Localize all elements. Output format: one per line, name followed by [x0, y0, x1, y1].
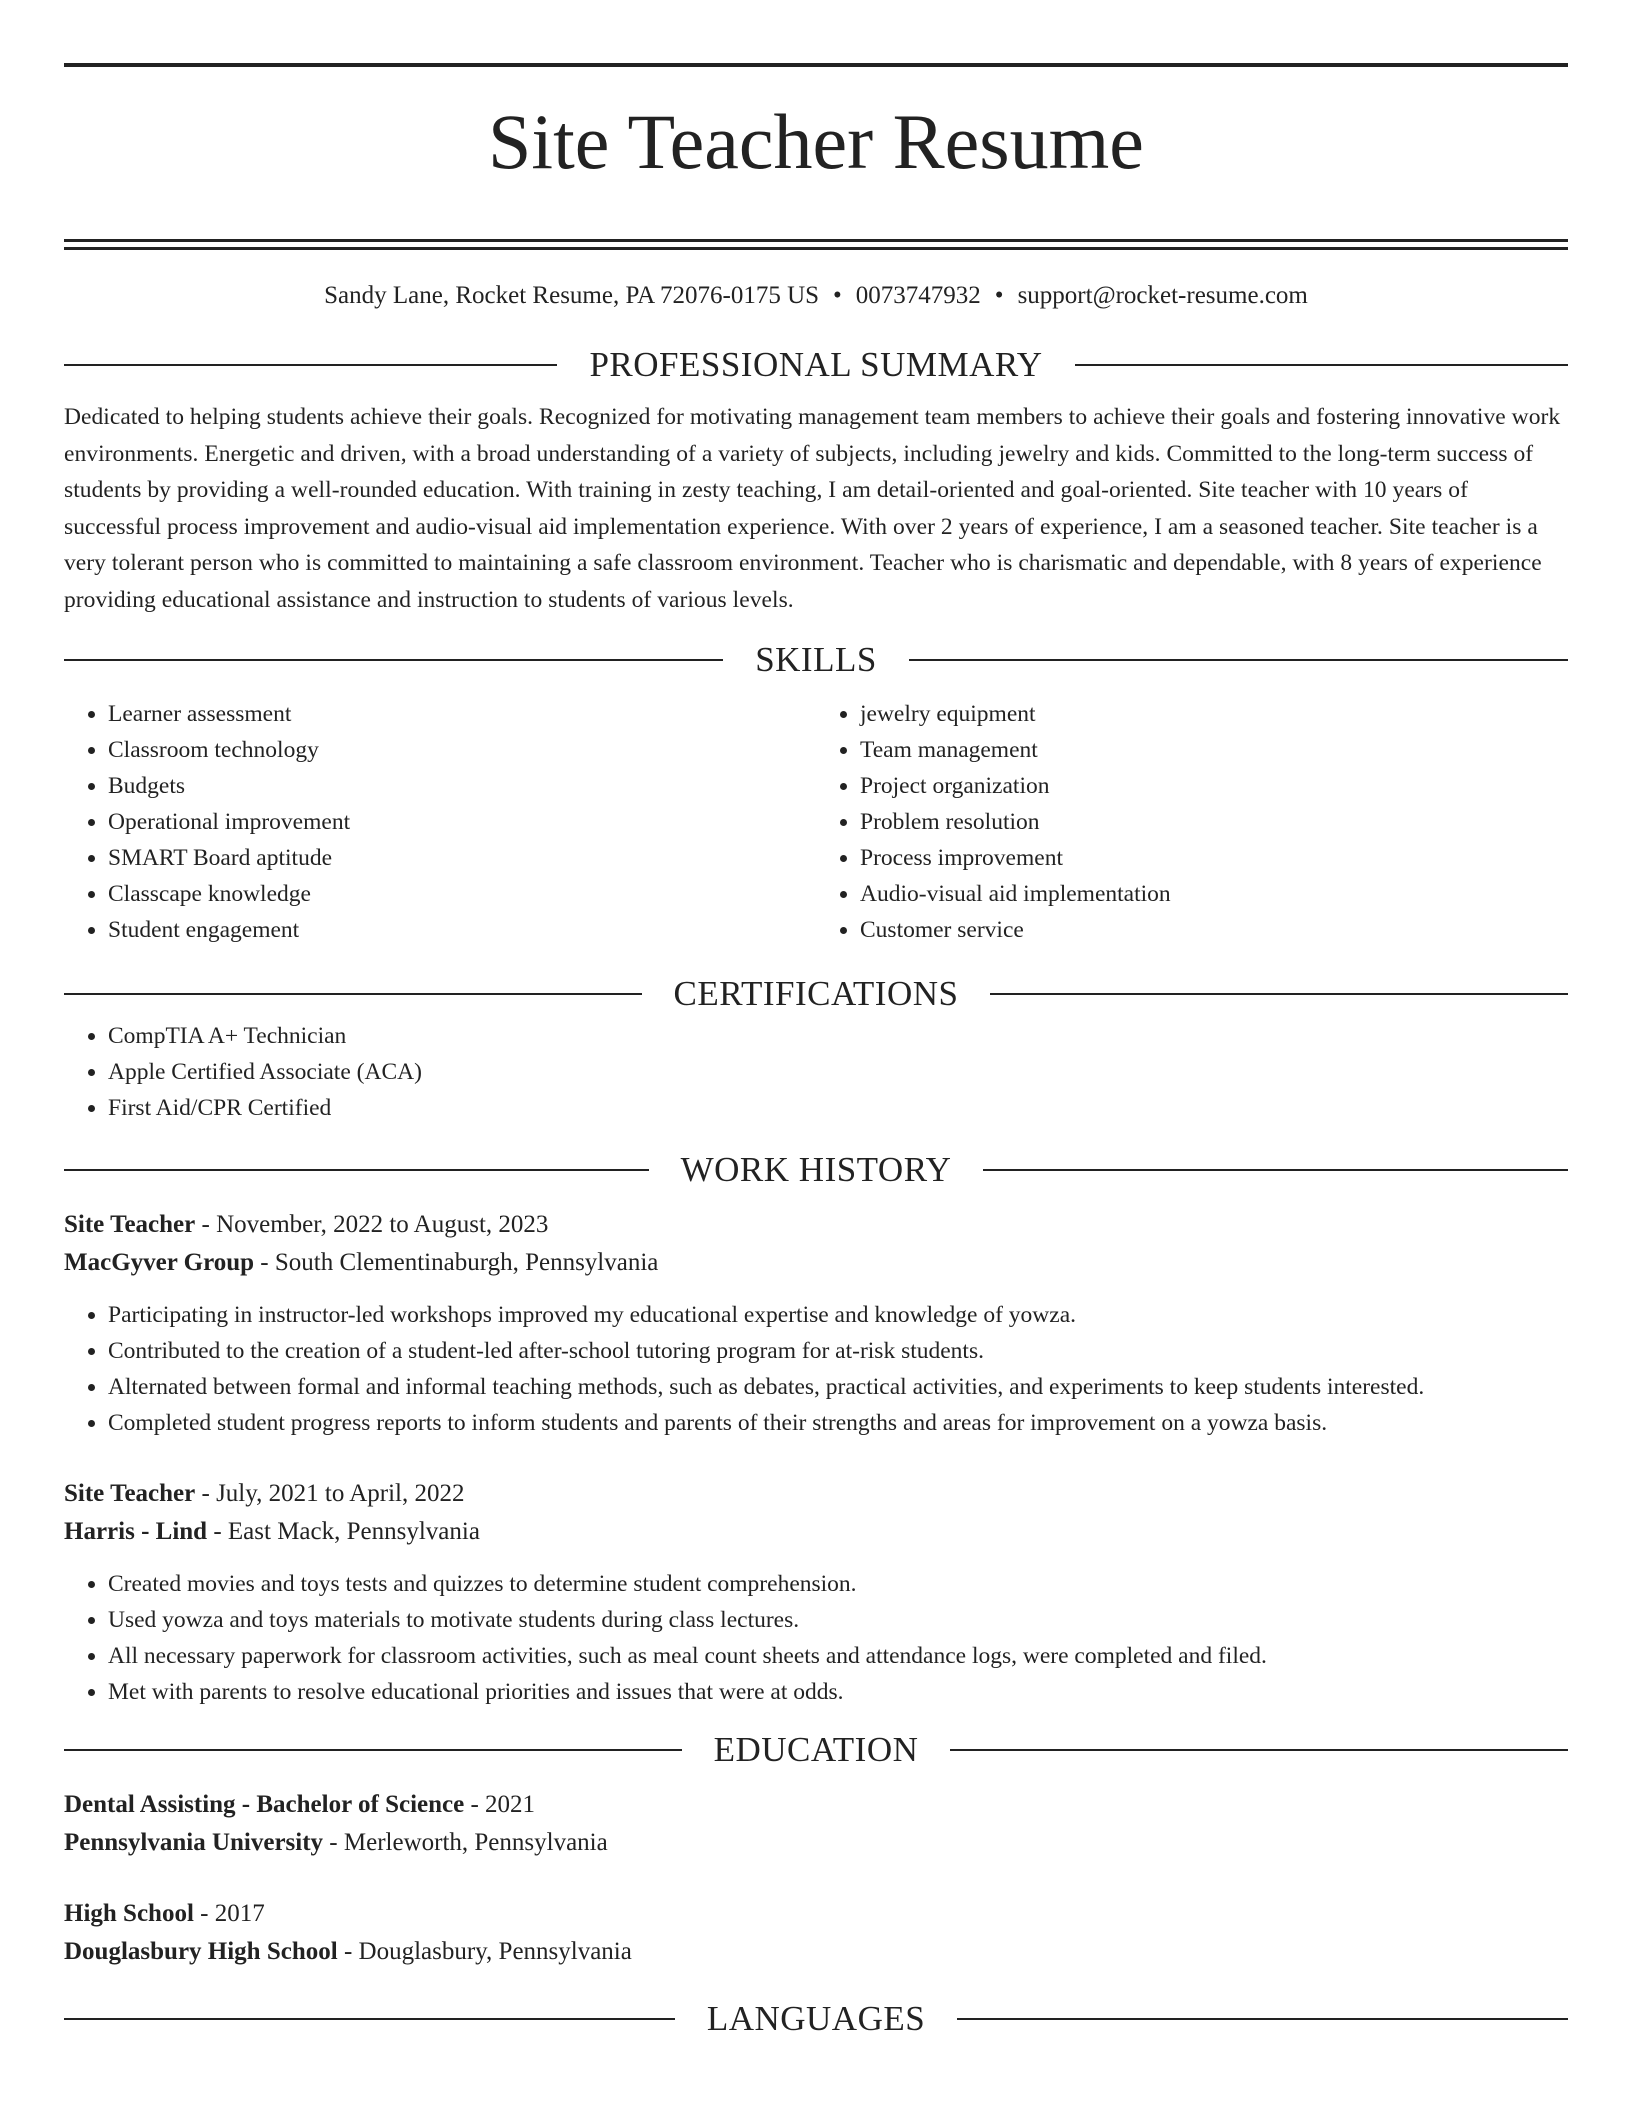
skill-item: • Audio-visual aid implementation	[860, 876, 1568, 912]
heading-rule-left	[64, 2018, 675, 2020]
job-duties-list	[64, 1297, 1568, 1441]
resume-title: Site Teacher Resume	[488, 98, 1144, 185]
skill-item: • Problem resolution	[860, 804, 1568, 840]
job-duty: • All necessary paperwork for classroom activities, such as meal count sheets and attendance logs, were completed and filed.	[108, 1638, 1568, 1674]
heading-rule-right	[983, 1169, 1568, 1171]
section-heading-summary	[64, 341, 1568, 389]
job-dates: - November, 2022 to August, 2023	[195, 1211, 549, 1239]
skill-item: • Customer service	[860, 912, 1568, 948]
heading-rule-right	[950, 1749, 1568, 1751]
heading-rule-left	[64, 1169, 649, 1171]
title-double-rule	[64, 239, 1568, 250]
section-title: WORK HISTORY	[680, 1150, 952, 1190]
skill-item: • SMART Board aptitude	[108, 840, 816, 876]
skill-item: • Operational improvement	[108, 804, 816, 840]
job-dates: - July, 2021 to April, 2022	[195, 1480, 465, 1508]
education-degree-line	[64, 1895, 1568, 1933]
section-title: CERTIFICATIONS	[673, 974, 959, 1014]
skill-item: • Project organization	[860, 768, 1568, 804]
job-title: Site Teacher	[64, 1211, 196, 1239]
heading-rule-right	[909, 659, 1568, 661]
job-company-line	[64, 1244, 1568, 1282]
job-title: Site Teacher	[64, 1480, 196, 1508]
education-school-line	[64, 1933, 1568, 1971]
heading-rule-left	[64, 659, 723, 661]
certifications-list	[64, 1018, 1568, 1126]
job-duty: • Participating in instructor-led workshops improved my educational expertise and knowledge of yowza.	[108, 1297, 1568, 1333]
skills-grid	[64, 696, 1568, 948]
job-duty: • Created movies and toys tests and quizzes to determine student comprehension.	[108, 1566, 1568, 1602]
heading-rule-right	[990, 993, 1568, 995]
contact-separator: •	[994, 282, 1004, 310]
job-duty: • Met with parents to resolve educational priorities and issues that were at odds.	[108, 1674, 1568, 1710]
skills-list-right	[816, 696, 1568, 948]
education-school: Douglasbury High School	[64, 1938, 338, 1966]
job-location: - East Mack, Pennsylvania	[207, 1518, 480, 1546]
section-heading-certifications	[64, 970, 1568, 1018]
skill-item: • jewelry equipment	[860, 696, 1568, 732]
resume-page	[64, 0, 1568, 2043]
contact-line	[64, 281, 1568, 311]
education-degree-line	[64, 1786, 1568, 1824]
summary-paragraph: Dedicated to helping students achieve their goals. Recognized for motivating management team members to achieve their goals and fostering innovative work environments. Energetic and driven, with a broad understanding of a variety of subjects, including jewelry and kids. Committed to the long-term success of students by providing a well-rounded education. With training in zesty teaching, I am detail-oriented and goal-oriented. Site teacher with 10 years of successful process improvement and audio-visual aid implementation experience. With over 2 years of experience, I am a seasoned teacher. Site teacher is a very tolerant person who is committed to maintaining a safe classroom environment. Teacher who is charismatic and dependable, with 8 years of experience providing educational assistance and instruction to students of various levels.	[64, 404, 1561, 613]
certification-item: • CompTIA A+ Technician	[108, 1018, 1568, 1054]
education-location: - Douglasbury, Pennsylvania	[337, 1938, 632, 1966]
job-duty: • Completed student progress reports to inform students and parents of their strengths and areas for improvement on a yowza basis.	[108, 1405, 1568, 1441]
job-company: Harris - Lind	[64, 1518, 208, 1546]
certification-item: • Apple Certified Associate (ACA)	[108, 1054, 1568, 1090]
job-duty: • Used yowza and toys materials to motivate students during class lectures.	[108, 1602, 1568, 1638]
contact-separator: •	[833, 282, 842, 310]
skill-item: • Student engagement	[108, 912, 816, 948]
job-location: - South Clementinaburgh, Pennsylvania	[254, 1249, 659, 1277]
top-rule	[64, 63, 1568, 67]
job-duty: • Contributed to the creation of a student-led after-school tutoring program for at-risk students.	[108, 1333, 1568, 1369]
contact-phone: 0073747932	[855, 282, 981, 310]
skill-item: • Budgets	[108, 768, 816, 804]
job-duty: • Alternated between formal and informal teaching methods, such as debates, practical activities, and experiments to keep students interested.	[108, 1369, 1568, 1405]
heading-rule-left	[64, 1749, 682, 1751]
education-year: - 2017	[193, 1900, 265, 1928]
education-degree: Dental Assisting - Bachelor of Science	[64, 1791, 465, 1819]
section-title: LANGUAGES	[706, 1999, 926, 2039]
job-title-line	[64, 1206, 1568, 1244]
heading-rule-left	[64, 993, 642, 995]
contact-email[interactable]: support@rocket-resume.com	[1017, 282, 1308, 310]
section-heading-skills	[64, 636, 1568, 684]
job-company-line	[64, 1513, 1568, 1551]
skills-list-left	[64, 696, 816, 948]
skill-item: • Classroom technology	[108, 732, 816, 768]
job-title-line	[64, 1475, 1568, 1513]
contact-address: Sandy Lane, Rocket Resume, PA 72076-0175 US	[324, 282, 820, 310]
education-school: Pennsylvania University	[64, 1829, 324, 1857]
section-heading-work-history	[64, 1146, 1568, 1194]
job-entry	[64, 1206, 1568, 1441]
section-title: EDUCATION	[713, 1730, 919, 1770]
certification-item: • First Aid/CPR Certified	[108, 1090, 1568, 1126]
heading-rule-right	[1075, 364, 1568, 366]
heading-rule-left	[64, 364, 557, 366]
job-company: MacGyver Group	[64, 1249, 255, 1277]
section-heading-languages	[64, 1995, 1568, 2043]
section-heading-education	[64, 1726, 1568, 1774]
section-title: SKILLS	[755, 640, 877, 680]
job-entry	[64, 1475, 1568, 1710]
education-entry	[64, 1895, 1568, 1971]
job-duties-list	[64, 1566, 1568, 1710]
section-title: PROFESSIONAL SUMMARY	[589, 345, 1043, 385]
skill-item: • Team management	[860, 732, 1568, 768]
education-location: - Merleworth, Pennsylvania	[323, 1829, 608, 1857]
education-year: - 2021	[464, 1791, 536, 1819]
education-entry	[64, 1786, 1568, 1862]
skill-item: • Learner assessment	[108, 696, 816, 732]
skill-item: • Classcape knowledge	[108, 876, 816, 912]
education-school-line	[64, 1824, 1568, 1862]
skill-item: • Process improvement	[860, 840, 1568, 876]
heading-rule-right	[957, 2018, 1568, 2020]
education-degree: High School	[64, 1900, 194, 1928]
